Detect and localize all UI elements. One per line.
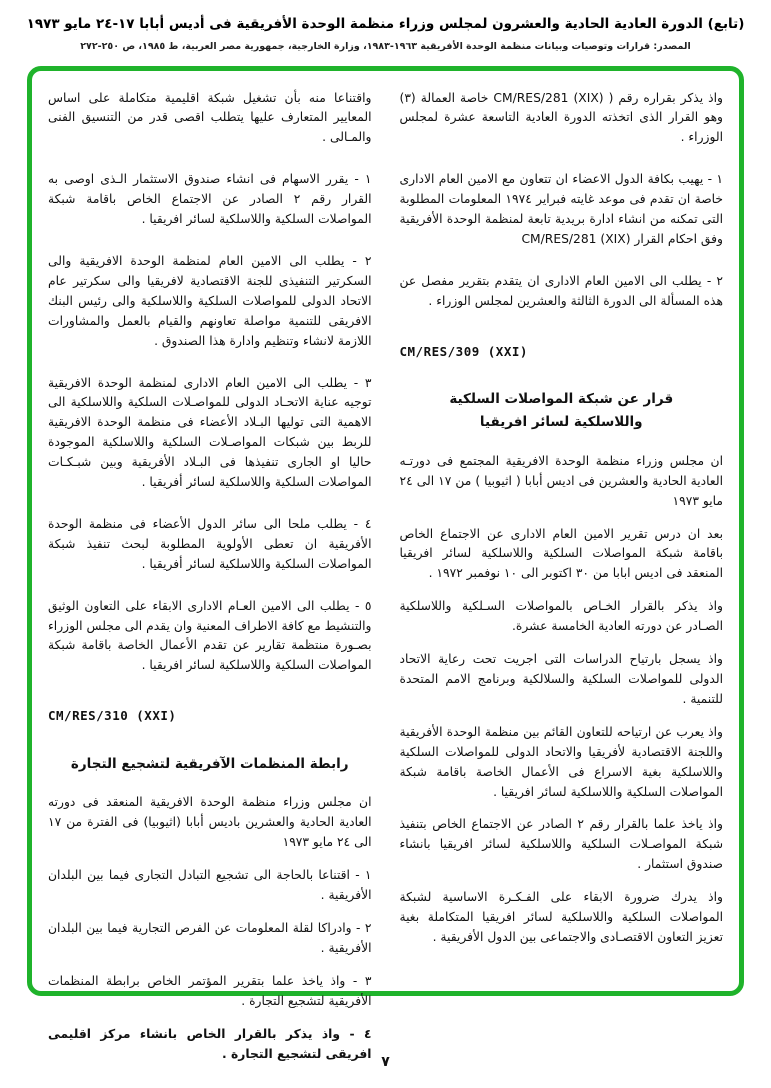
document-title: (تابع) الدورة العادية الحادية والعشرون لمجلس وزراء منظمة الوحدة الأفريقية فى أديس أبابا ١٧-٢٤ مايو ١٩٧٣ bbox=[26, 16, 745, 32]
paragraph: ٢ - وادراكا لقلة المعلومات عن الفرص التجارية فيما بين البلدان الأفريقية . bbox=[48, 921, 372, 955]
source-line: المصدر: قرارات وتوصيات وبيانات منظمة الوحدة الأفريقية ١٩٦٣-١٩٨٣، وزارة الخارجية، جمهورية مصر العربية، ط ١٩٨٥، ص ٢٥٠-٢٧٢ bbox=[80, 41, 691, 53]
resolution-title: رابطة المنظمات الآفريقية لتشجيع التجارة bbox=[70, 755, 349, 772]
paragraph: ٣ - يطلب الى الامين العام الادارى لمنظمة الوحدة الافريقية توجيه عناية الاتحـاد الدولى للمواصـلات السلكية واللاسلكية الى الاهمية التى توليها البـلاد الأعضاء فى منظمة الوحدة الافريقية للربط بين شبكات المواصـلات السلكية واللاسلكية الموجودة حاليا او الجارى تنفيذها فى البـلاد الأفريقية وبين شبـكـات المواصلات السلكية واللاسلكية لسائر أفريقيا . bbox=[48, 375, 372, 490]
paragraph: ٤ - واذ يذكر بالقرار الخاص بانشاء مركز اقليمى افريقى لتشجيع التجارة . bbox=[48, 1026, 372, 1061]
paragraph: واذ يسجل بارتياح الدراسات التى اجريت تحت رعاية الاتحاد الدولى للمواصلات السلكية والسلالكية وبرنامج الامم المتحدة للتنمية . bbox=[399, 652, 723, 706]
paragraph: ٤ - يطلب ملحا الى سائر الدول الأعضاء فى منظمة الوحدة الأفريقية ان تعطى الأولوية المطلوبة لبحث تنفيذ شبكة المواصلات السلكية واللاسلكية لسائر أفريقيا . bbox=[48, 516, 372, 571]
resolution-code: CM/RES/310 (XXI) bbox=[48, 708, 177, 724]
paragraph: ٢ - يطلب الى الامين العام الادارى ان يتقدم بتقرير مفصل عن هذه المسألة الى الدورة الثالثة والعشرين لمجلس الوزراء . bbox=[399, 273, 723, 308]
paragraph: ١ - يقرر الاسهام فى انشاء صندوق الاستثمار الـذى اوصى به القرار رقم ٢ الصادر عن الاجتماع الخاص باقامة شبكة المواصلات السلكية واللاسلكية لسائر افريقيا . bbox=[48, 172, 372, 227]
paragraph: بعد ان درس تقرير الامين العام الادارى عن الاجتماع الخاص باقامة شبكة المواصلات السلكية واللاسلكية لسائر افريقيا المنعقد فى اديس ابابا من ٣٠ اكتوبر الى ١٠ نوفمبر ١٩٧٢ . bbox=[399, 526, 723, 581]
paragraph: ان مجلس وزراء منظمة الوحدة الافريقية المنعقد فى دورته العادية الحادية والعشرين باديس أبابا (اثيوبيا) فى الفترة من ١٧ الى ٢٤ مايو ١٩٧٣ bbox=[48, 795, 372, 850]
paragraph: واذ يذكر بالقرار الخـاص بالمواصلات السـلكية واللاسلكية الصـادر عن دورته العادية الخامسة عشرة. bbox=[399, 599, 723, 634]
paragraph: واذ يذكر بقراره رقم ( (CM/RES/281 (XIX خاصة العمالة (٣) وهو القرار الذى اتخذته الدورة العادية التاسعة عشرة لمجلس الوزراء . bbox=[399, 90, 723, 145]
paragraph: ٢ - يطلب الى الامين العام لمنظمة الوحدة الافريقية والى السكرتير التنفيذى للجنة الاقتصادية لافريقيا والى سكرتير عام الاتحاد الدولى للمواصلات السلكية واللاسلكية والى رئيس البنك الافريقى للتنمية مواصلة تعاونهم والقيام بالعمل والمشاورات اللازمة لانشاء وتنظيم وادارة هذا الصندوق . bbox=[48, 253, 372, 348]
paragraph: ١ - اقتناعا بالحاجة الى تشجيع التبادل التجارى فيما بين البلدان الأفريقية . bbox=[48, 868, 372, 903]
page-number: ٧ bbox=[381, 1054, 390, 1070]
paragraph: واذ يدرك ضرورة الابقاء على الفـكـرة الاساسية لشبكة المواصلات السلكية واللاسلكية لسائر افريقيا المتكاملة بغية تعزيز التعاون الاقتصـادى والاجتماعى بين الدول الأفريقية . bbox=[399, 890, 723, 944]
paragraph: ٥ - يطلب الى الامين العـام الادارى الابقاء على التعاون الوثيق والتنشيط مع كافة الاطراف المعنية وان يقدم الى مجلس الوزراء بصـورة منتظمة تقارير عن تقدم الأعمال الخاصة باقامة شبكة المواصلات السلكية واللاسلكية لسائر افريقيا . bbox=[48, 598, 372, 673]
paragraph: واذ ياخذ علما بالقرار رقم ٢ الصادر عن الاجتماع الخاص بتنفيذ شبكة المواصـلات السلكية واللاسلكية لسائر افريقيا بانشاء صندوق استثمار . bbox=[399, 817, 723, 872]
paragraph: ان مجلس وزراء منظمة الوحدة الافريقية المجتمع فى دورتـه العادية الحادية والعشرين فى اديس أبابا ( اثيوبيا ) من ١٧ الى ٢٤ مايو ١٩٧٣ bbox=[399, 453, 723, 508]
paragraph: واذ يعرب عن ارتياحه للتعاون القائم بين منظمة الوحدة الأفريقية واللجنة الاقتصادية لأفريقيا والاتحاد الدولى للمواصلات السلكية واللاسلكية بغية الاسراع فى الأعمال الخاصة باقامة شبكة المواصلات السلكية واللاسلكية لسائر افريقيا . bbox=[399, 724, 723, 799]
content-frame bbox=[27, 66, 744, 1061]
page-header bbox=[0, 0, 771, 54]
right-column bbox=[400, 89, 724, 981]
resolution-code: CM/RES/309 (XXI) bbox=[399, 343, 528, 359]
paragraph: ١ - يهيب بكافة الدول الاعضاء ان تتعاون مع الامين العام الادارى خاصة ان تقدم فى موعد غايته فبراير ١٩٧٤ المعلومات المطلوبة التى تمكنه من انشاء ادارة بريدية تابعة لمنظمة الوحدة الأفريقية وفق احكام القرار (CM/RES/281 (XIX bbox=[399, 172, 724, 246]
paragraph: ٣ - واذ ياخذ علما بتقرير المؤتمر الخاص برابطة المنظمات الأفريقية لتشجيع التجارة . bbox=[48, 973, 372, 1008]
resolution-title: قرار عن شبكة المواصلات السلكية واللاسلكية لسائر افريقيا bbox=[449, 390, 674, 430]
paragraph: واقتناعا منه بأن تشغيل شبكة اقليمية متكاملة على اساس المعايير المتعارف عليها يتطلب اقصى قدر من التنسيق الفنى والمـالى . bbox=[48, 90, 372, 145]
left-column bbox=[48, 89, 372, 1061]
